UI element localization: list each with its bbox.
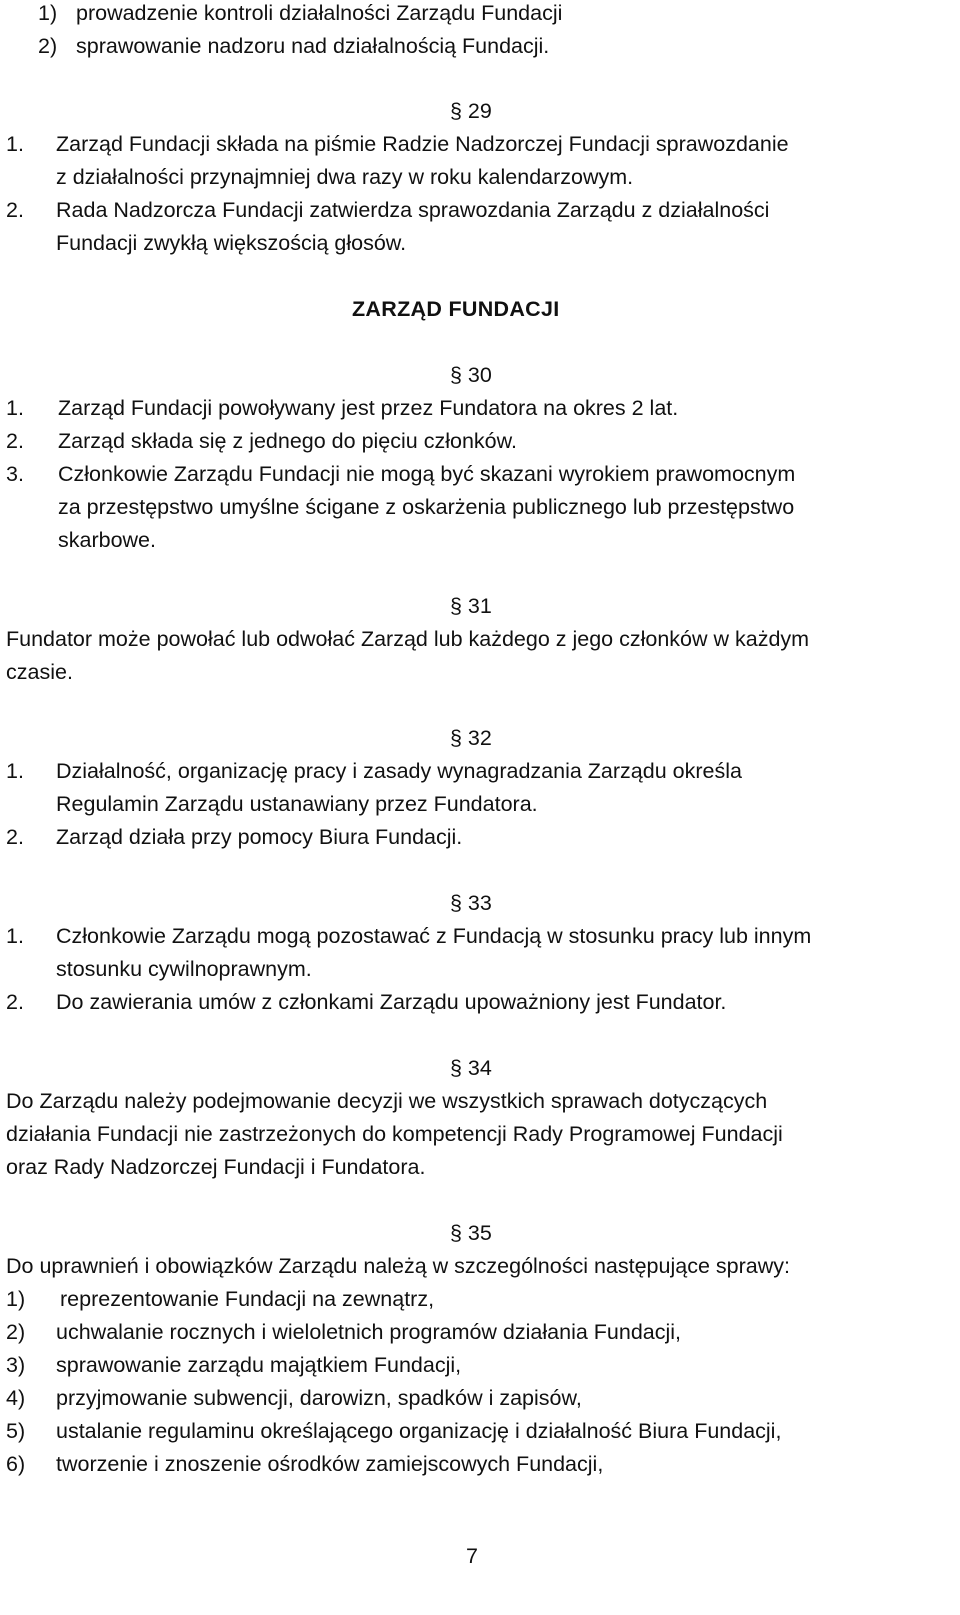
list-text: Rada Nadzorcza Fundacji zatwierdza sprawozdania Zarządu z działalności bbox=[56, 198, 770, 222]
paragraph-text: oraz Rady Nadzorczej Fundacji i Fundatora. bbox=[6, 1155, 426, 1179]
list-text: z działalności przynajmniej dwa razy w roku kalendarzowym. bbox=[56, 165, 634, 189]
section-mark-31: § 31 bbox=[450, 594, 492, 618]
section-mark-34: § 34 bbox=[450, 1056, 492, 1080]
list-text: reprezentowanie Fundacji na zewnątrz, bbox=[60, 1287, 435, 1311]
list-number: 2. bbox=[6, 198, 24, 222]
list-text: sprawowanie nadzoru nad działalnością Fundacji. bbox=[76, 34, 550, 58]
list-text: Zarząd składa się z jednego do pięciu członków. bbox=[58, 429, 517, 453]
list-text: Członkowie Zarządu mogą pozostawać z Fundacją w stosunku pracy lub innym bbox=[56, 924, 812, 948]
list-text: za przestępstwo umyślne ścigane z oskarżenia publicznego lub przestępstwo bbox=[58, 495, 795, 519]
list-number: 2. bbox=[6, 990, 24, 1014]
paragraph-text: Fundator może powołać lub odwołać Zarząd lub każdego z jego członków w każdym bbox=[6, 627, 810, 651]
paragraph-text: Do Zarządu należy podejmowanie decyzji we wszystkich sprawach dotyczących bbox=[6, 1089, 768, 1113]
list-number: 2) bbox=[6, 1320, 26, 1344]
list-number: 1. bbox=[6, 759, 24, 783]
list-number: 2. bbox=[6, 429, 24, 453]
list-text: sprawowanie zarządu majątkiem Fundacji, bbox=[56, 1353, 462, 1377]
chapter-heading: ZARZĄD FUNDACJI bbox=[352, 297, 560, 321]
list-text: skarbowe. bbox=[58, 528, 156, 552]
page-number: 7 bbox=[466, 1544, 478, 1568]
list-text: tworzenie i znoszenie ośrodków zamiejscowych Fundacji, bbox=[56, 1452, 604, 1476]
list-number: 1. bbox=[6, 132, 24, 156]
section-mark-32: § 32 bbox=[450, 726, 492, 750]
list-number: 2) bbox=[38, 34, 58, 58]
list-text: Zarząd działa przy pomocy Biura Fundacji. bbox=[56, 825, 463, 849]
list-text: Regulamin Zarządu ustanawiany przez Fundatora. bbox=[56, 792, 538, 816]
list-text: ustalanie regulaminu określającego organizację i działalność Biura Fundacji, bbox=[56, 1419, 782, 1443]
list-number: 1. bbox=[6, 924, 24, 948]
list-text: Zarząd Fundacji powoływany jest przez Fundatora na okres 2 lat. bbox=[58, 396, 679, 420]
list-number: 5) bbox=[6, 1419, 26, 1443]
section-mark-33: § 33 bbox=[450, 891, 492, 915]
list-text: przyjmowanie subwencji, darowizn, spadków i zapisów, bbox=[56, 1386, 582, 1410]
list-text: Do zawierania umów z członkami Zarządu upoważniony jest Fundator. bbox=[56, 990, 727, 1014]
list-number: 6) bbox=[6, 1452, 26, 1476]
list-number: 3) bbox=[6, 1353, 26, 1377]
list-number: 1. bbox=[6, 396, 24, 420]
list-number: 1) bbox=[38, 1, 58, 25]
paragraph-text: czasie. bbox=[6, 660, 73, 684]
list-text: uchwalanie rocznych i wieloletnich programów działania Fundacji, bbox=[56, 1320, 682, 1344]
section-mark-29: § 29 bbox=[450, 99, 492, 123]
list-text: stosunku cywilnoprawnym. bbox=[56, 957, 312, 981]
list-number: 2. bbox=[6, 825, 24, 849]
list-text: Zarząd Fundacji składa na piśmie Radzie Nadzorczej Fundacji sprawozdanie bbox=[56, 132, 789, 156]
list-text: Fundacji zwykłą większością głosów. bbox=[56, 231, 407, 255]
list-number: 1) bbox=[6, 1287, 26, 1311]
list-number: 4) bbox=[6, 1386, 26, 1410]
section-mark-35: § 35 bbox=[450, 1221, 492, 1245]
list-text: prowadzenie kontroli działalności Zarządu Fundacji bbox=[76, 1, 563, 25]
list-text: Członkowie Zarządu Fundacji nie mogą być skazani wyrokiem prawomocnym bbox=[58, 462, 796, 486]
list-text: Działalność, organizację pracy i zasady wynagradzania Zarządu określa bbox=[56, 759, 742, 783]
paragraph-text: działania Fundacji nie zastrzeżonych do kompetencji Rady Programowej Fundacji bbox=[6, 1122, 783, 1146]
paragraph-text: Do uprawnień i obowiązków Zarządu należą w szczególności następujące sprawy: bbox=[6, 1254, 790, 1278]
section-mark-30: § 30 bbox=[450, 363, 492, 387]
list-number: 3. bbox=[6, 462, 24, 486]
